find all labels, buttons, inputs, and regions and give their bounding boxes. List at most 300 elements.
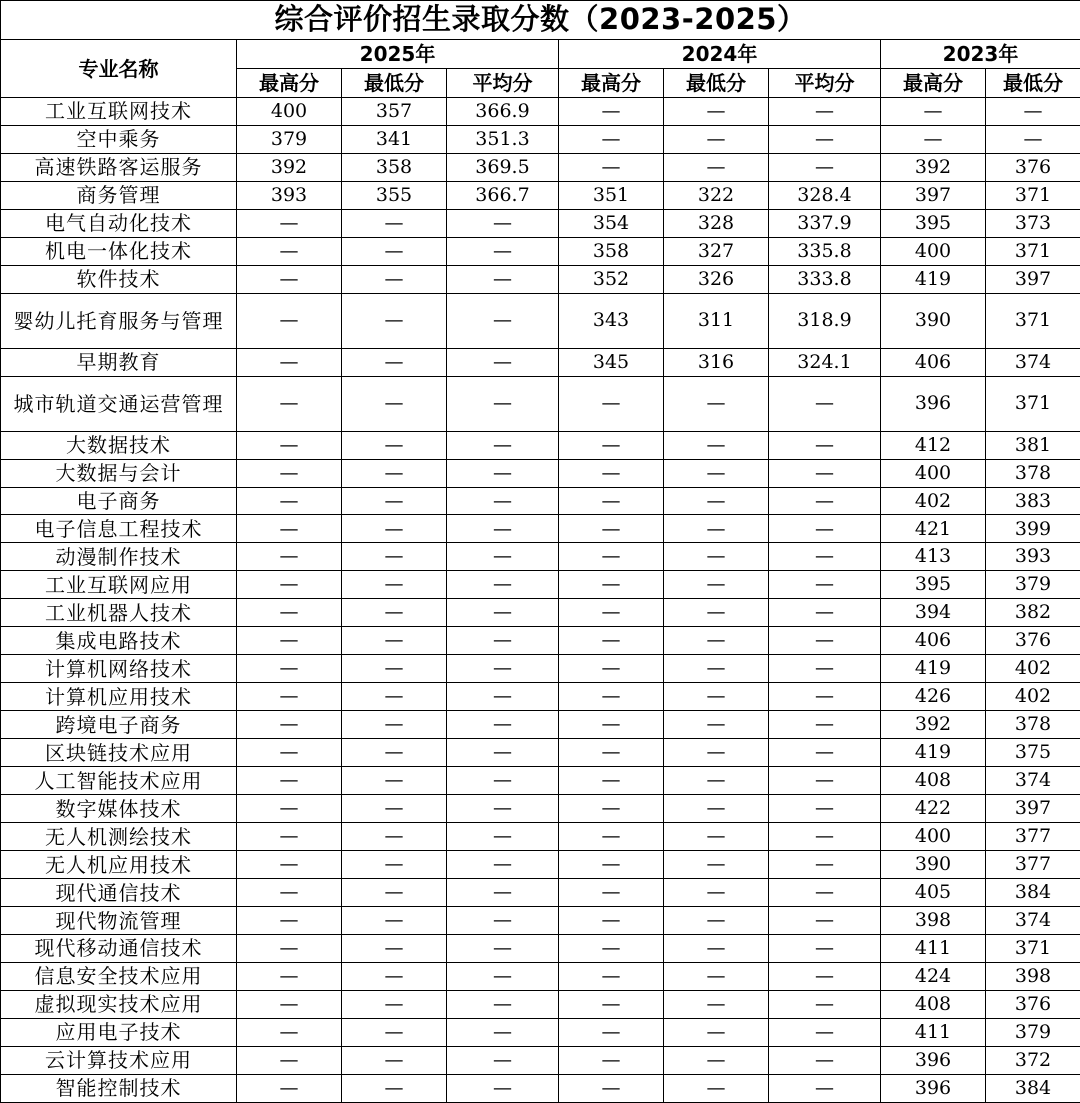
score-cell: — <box>342 431 447 459</box>
score-cell: 382 <box>986 599 1080 627</box>
score-cell: 374 <box>986 348 1080 376</box>
table-row <box>1 431 1080 459</box>
score-cell: — <box>559 907 664 935</box>
score-cell: — <box>342 795 447 823</box>
score-cell: — <box>664 543 769 571</box>
major-name-cell: 人工智能技术应用 <box>1 767 237 795</box>
score-cell: 337.9 <box>769 209 881 237</box>
score-cell: — <box>237 209 342 237</box>
score-cell: — <box>664 515 769 543</box>
score-cell: — <box>447 627 559 655</box>
score-cell: 372 <box>986 1046 1080 1074</box>
score-cell: — <box>237 515 342 543</box>
score-cell: 419 <box>881 655 986 683</box>
header-year-2023: 2023年 <box>881 40 1080 69</box>
score-cell: — <box>559 767 664 795</box>
score-cell: — <box>769 907 881 935</box>
score-cell: — <box>447 795 559 823</box>
table-row <box>1 209 1080 237</box>
score-cell: 379 <box>986 1018 1080 1046</box>
score-cell: — <box>769 990 881 1018</box>
score-cell: 366.9 <box>447 98 559 126</box>
score-cell: — <box>559 543 664 571</box>
score-cell: 400 <box>237 98 342 126</box>
score-cell: — <box>342 571 447 599</box>
major-name-cell: 动漫制作技术 <box>1 543 237 571</box>
table-row <box>1 153 1080 181</box>
score-cell: — <box>447 907 559 935</box>
score-cell: — <box>664 990 769 1018</box>
score-cell: — <box>342 543 447 571</box>
score-cell: 345 <box>559 348 664 376</box>
score-cell: — <box>342 1074 447 1102</box>
header-2024-min: 最低分 <box>664 69 769 98</box>
score-cell: — <box>769 543 881 571</box>
score-cell: 316 <box>664 348 769 376</box>
score-cell: — <box>237 935 342 963</box>
score-cell: — <box>664 431 769 459</box>
score-cell: — <box>237 851 342 879</box>
score-cell: 405 <box>881 879 986 907</box>
score-cell: — <box>447 515 559 543</box>
score-cell: — <box>664 1074 769 1102</box>
score-cell: — <box>769 571 881 599</box>
score-cell: — <box>559 125 664 153</box>
score-cell: 390 <box>881 851 986 879</box>
score-cell: — <box>559 962 664 990</box>
score-cell: 395 <box>881 209 986 237</box>
score-cell: — <box>237 795 342 823</box>
score-cell: — <box>447 571 559 599</box>
score-cell: — <box>342 487 447 515</box>
score-cell: — <box>342 376 447 431</box>
score-cell: — <box>559 739 664 767</box>
table-row <box>1 627 1080 655</box>
score-cell: 377 <box>986 851 1080 879</box>
score-cell: 373 <box>986 209 1080 237</box>
score-cell: 422 <box>881 795 986 823</box>
score-cell: — <box>769 431 881 459</box>
score-cell: 371 <box>986 935 1080 963</box>
table-row <box>1 348 1080 376</box>
table-row <box>1 487 1080 515</box>
major-name-cell: 电子商务 <box>1 487 237 515</box>
score-cell: — <box>769 851 881 879</box>
score-cell: — <box>559 935 664 963</box>
score-cell: — <box>237 1074 342 1102</box>
score-cell: — <box>237 990 342 1018</box>
score-cell: — <box>769 459 881 487</box>
score-cell: 351.3 <box>447 125 559 153</box>
score-cell: — <box>447 431 559 459</box>
score-cell: 390 <box>881 293 986 348</box>
score-cell: — <box>769 627 881 655</box>
score-cell: — <box>559 515 664 543</box>
score-cell: — <box>447 879 559 907</box>
score-cell: — <box>664 487 769 515</box>
score-cell: — <box>769 935 881 963</box>
major-name-cell: 机电一体化技术 <box>1 237 237 265</box>
table-row <box>1 543 1080 571</box>
score-cell: — <box>447 851 559 879</box>
score-cell: 400 <box>881 237 986 265</box>
score-cell: — <box>237 907 342 935</box>
score-cell: — <box>559 627 664 655</box>
score-cell: — <box>342 627 447 655</box>
table-title: 综合评价招生录取分数（2023-2025） <box>1 1 1080 40</box>
score-cell: — <box>559 459 664 487</box>
score-cell: 394 <box>881 599 986 627</box>
score-cell: — <box>559 599 664 627</box>
score-cell: — <box>986 98 1080 126</box>
score-cell: — <box>769 1074 881 1102</box>
score-cell: — <box>769 823 881 851</box>
major-name-cell: 集成电路技术 <box>1 627 237 655</box>
score-cell: 396 <box>881 1046 986 1074</box>
score-cell: 397 <box>986 795 1080 823</box>
table-row <box>1 767 1080 795</box>
score-cell: 335.8 <box>769 237 881 265</box>
score-cell: 371 <box>986 237 1080 265</box>
score-cell: — <box>447 209 559 237</box>
table-row <box>1 1018 1080 1046</box>
score-cell: — <box>237 599 342 627</box>
score-cell: — <box>342 1018 447 1046</box>
score-cell: — <box>447 1018 559 1046</box>
score-cell: — <box>237 265 342 293</box>
score-cell: — <box>559 879 664 907</box>
header-2024-avg: 平均分 <box>769 69 881 98</box>
table-row <box>1 907 1080 935</box>
score-cell: — <box>447 655 559 683</box>
score-cell: — <box>342 209 447 237</box>
table-row <box>1 739 1080 767</box>
major-name-cell: 云计算技术应用 <box>1 1046 237 1074</box>
table-row <box>1 1046 1080 1074</box>
score-cell: — <box>769 1018 881 1046</box>
table-row <box>1 823 1080 851</box>
score-cell: — <box>664 655 769 683</box>
score-cell: 343 <box>559 293 664 348</box>
major-name-cell: 现代通信技术 <box>1 879 237 907</box>
score-cell: 406 <box>881 348 986 376</box>
score-cell: — <box>447 935 559 963</box>
score-cell: — <box>664 1018 769 1046</box>
score-cell: 392 <box>237 153 342 181</box>
score-cell: 377 <box>986 823 1080 851</box>
score-cell: — <box>342 935 447 963</box>
score-cell: — <box>237 459 342 487</box>
score-cell: — <box>342 293 447 348</box>
score-cell: — <box>664 1046 769 1074</box>
major-name-cell: 电气自动化技术 <box>1 209 237 237</box>
score-cell: 374 <box>986 767 1080 795</box>
score-cell: 328.4 <box>769 181 881 209</box>
score-cell: — <box>447 376 559 431</box>
score-cell: — <box>559 98 664 126</box>
score-cell: 411 <box>881 1018 986 1046</box>
score-cell: 371 <box>986 376 1080 431</box>
score-cell: 402 <box>986 655 1080 683</box>
major-name-cell: 婴幼儿托育服务与管理 <box>1 293 237 348</box>
score-cell: — <box>769 487 881 515</box>
score-cell: — <box>447 293 559 348</box>
score-cell: — <box>769 599 881 627</box>
score-cell: 374 <box>986 907 1080 935</box>
score-cell: 402 <box>986 683 1080 711</box>
score-cell: — <box>769 1046 881 1074</box>
score-cell: — <box>664 711 769 739</box>
score-cell: — <box>664 879 769 907</box>
table-body <box>1 98 1080 1103</box>
major-name-cell: 工业互联网技术 <box>1 98 237 126</box>
score-cell: — <box>559 153 664 181</box>
score-cell: — <box>559 431 664 459</box>
score-cell: 419 <box>881 265 986 293</box>
score-cell: — <box>769 153 881 181</box>
score-cell: 378 <box>986 459 1080 487</box>
score-cell: — <box>769 655 881 683</box>
score-cell: — <box>881 125 986 153</box>
header-year-2024: 2024年 <box>559 40 881 69</box>
score-cell: — <box>664 962 769 990</box>
header-2023-min: 最低分 <box>986 69 1080 98</box>
score-cell: — <box>559 1018 664 1046</box>
table-row <box>1 237 1080 265</box>
score-cell: — <box>664 571 769 599</box>
score-cell: — <box>237 683 342 711</box>
score-cell: 355 <box>342 181 447 209</box>
score-cell: — <box>237 431 342 459</box>
score-cell: 357 <box>342 98 447 126</box>
score-cell: — <box>447 459 559 487</box>
major-name-cell: 数字媒体技术 <box>1 795 237 823</box>
score-cell: — <box>769 879 881 907</box>
score-cell: — <box>447 1074 559 1102</box>
score-cell: — <box>664 98 769 126</box>
score-cell: — <box>342 348 447 376</box>
score-cell: — <box>664 376 769 431</box>
table-row <box>1 459 1080 487</box>
major-name-cell: 工业互联网应用 <box>1 571 237 599</box>
score-cell: 341 <box>342 125 447 153</box>
score-cell: — <box>664 153 769 181</box>
table-row <box>1 879 1080 907</box>
score-cell: 371 <box>986 181 1080 209</box>
score-cell: — <box>342 962 447 990</box>
score-cell: — <box>664 851 769 879</box>
score-cell: — <box>447 962 559 990</box>
score-cell: — <box>342 907 447 935</box>
score-cell: — <box>447 543 559 571</box>
score-cell: 400 <box>881 823 986 851</box>
score-cell: 393 <box>237 181 342 209</box>
score-cell: — <box>342 265 447 293</box>
score-cell: — <box>769 962 881 990</box>
score-cell: — <box>342 879 447 907</box>
score-cell: — <box>237 376 342 431</box>
score-cell: — <box>559 823 664 851</box>
score-cell: — <box>664 125 769 153</box>
score-cell: 397 <box>986 265 1080 293</box>
table-row <box>1 376 1080 431</box>
score-cell: — <box>664 767 769 795</box>
score-cell: 413 <box>881 543 986 571</box>
score-cell: 371 <box>986 293 1080 348</box>
score-cell: — <box>559 376 664 431</box>
score-cell: 322 <box>664 181 769 209</box>
header-2025-min: 最低分 <box>342 69 447 98</box>
major-name-cell: 高速铁路客运服务 <box>1 153 237 181</box>
score-cell: — <box>342 237 447 265</box>
score-cell: 393 <box>986 543 1080 571</box>
score-cell: — <box>447 683 559 711</box>
score-cell: 402 <box>881 487 986 515</box>
score-cell: — <box>447 711 559 739</box>
score-cell: 376 <box>986 153 1080 181</box>
score-cell: — <box>664 627 769 655</box>
score-cell: 408 <box>881 990 986 1018</box>
score-cell: — <box>342 683 447 711</box>
score-cell: 399 <box>986 515 1080 543</box>
score-cell: 400 <box>881 459 986 487</box>
score-cell: — <box>986 125 1080 153</box>
score-cell: — <box>447 265 559 293</box>
score-cell: — <box>237 571 342 599</box>
score-cell: 408 <box>881 767 986 795</box>
score-cell: — <box>664 907 769 935</box>
score-cell: — <box>237 348 342 376</box>
score-cell: 375 <box>986 739 1080 767</box>
major-name-cell: 大数据技术 <box>1 431 237 459</box>
score-cell: — <box>664 739 769 767</box>
score-cell: — <box>237 487 342 515</box>
score-cell: 411 <box>881 935 986 963</box>
score-cell: 369.5 <box>447 153 559 181</box>
score-cell: — <box>559 990 664 1018</box>
score-cell: — <box>447 767 559 795</box>
score-cell: 424 <box>881 962 986 990</box>
score-cell: — <box>664 795 769 823</box>
score-cell: 396 <box>881 376 986 431</box>
score-cell: 392 <box>881 711 986 739</box>
major-name-cell: 工业机器人技术 <box>1 599 237 627</box>
score-cell: 395 <box>881 571 986 599</box>
score-cell: — <box>237 711 342 739</box>
score-cell: 398 <box>881 907 986 935</box>
score-cell: — <box>237 879 342 907</box>
score-cell: 412 <box>881 431 986 459</box>
score-cell: 378 <box>986 711 1080 739</box>
table-row <box>1 711 1080 739</box>
score-cell: — <box>237 1018 342 1046</box>
major-name-cell: 软件技术 <box>1 265 237 293</box>
major-name-cell: 应用电子技术 <box>1 1018 237 1046</box>
score-cell: — <box>447 990 559 1018</box>
major-name-cell: 大数据与会计 <box>1 459 237 487</box>
score-cell: 406 <box>881 627 986 655</box>
score-cell: — <box>237 627 342 655</box>
header-major: 专业名称 <box>1 40 237 98</box>
major-name-cell: 信息安全技术应用 <box>1 962 237 990</box>
score-cell: — <box>559 795 664 823</box>
score-cell: 324.1 <box>769 348 881 376</box>
major-name-cell: 无人机测绘技术 <box>1 823 237 851</box>
table-row <box>1 935 1080 963</box>
score-cell: — <box>769 711 881 739</box>
header-2025-max: 最高分 <box>237 69 342 98</box>
score-cell: 327 <box>664 237 769 265</box>
major-name-cell: 商务管理 <box>1 181 237 209</box>
score-cell: 311 <box>664 293 769 348</box>
score-cell: 379 <box>237 125 342 153</box>
table-row <box>1 795 1080 823</box>
score-cell: — <box>559 1074 664 1102</box>
score-cell: 333.8 <box>769 265 881 293</box>
score-cell: 351 <box>559 181 664 209</box>
table-row <box>1 599 1080 627</box>
score-cell: — <box>447 1046 559 1074</box>
score-cell: — <box>342 990 447 1018</box>
table-row <box>1 683 1080 711</box>
score-cell: — <box>559 487 664 515</box>
score-cell: — <box>769 795 881 823</box>
table-row <box>1 655 1080 683</box>
score-cell: — <box>559 683 664 711</box>
score-cell: 376 <box>986 627 1080 655</box>
score-cell: — <box>769 739 881 767</box>
header-year-2025: 2025年 <box>237 40 559 69</box>
major-name-cell: 电子信息工程技术 <box>1 515 237 543</box>
table-row <box>1 293 1080 348</box>
score-cell: — <box>447 599 559 627</box>
score-cell: — <box>237 655 342 683</box>
score-cell: — <box>237 962 342 990</box>
score-cell: — <box>447 823 559 851</box>
score-cell: — <box>769 125 881 153</box>
score-cell: — <box>342 739 447 767</box>
score-cell: — <box>342 823 447 851</box>
table-row <box>1 181 1080 209</box>
major-name-cell: 区块链技术应用 <box>1 739 237 767</box>
score-cell: 326 <box>664 265 769 293</box>
score-cell: 398 <box>986 962 1080 990</box>
table-row <box>1 515 1080 543</box>
score-cell: 419 <box>881 739 986 767</box>
score-cell: — <box>769 515 881 543</box>
score-cell: — <box>342 459 447 487</box>
score-cell: 358 <box>342 153 447 181</box>
score-cell: — <box>559 655 664 683</box>
score-cell: — <box>769 98 881 126</box>
score-cell: — <box>237 543 342 571</box>
score-cell: 426 <box>881 683 986 711</box>
score-cell: — <box>237 293 342 348</box>
table-row <box>1 125 1080 153</box>
score-cell: 379 <box>986 571 1080 599</box>
header-2024-max: 最高分 <box>559 69 664 98</box>
score-cell: 384 <box>986 1074 1080 1102</box>
score-cell: 396 <box>881 1074 986 1102</box>
score-cell: — <box>664 823 769 851</box>
score-cell: — <box>237 823 342 851</box>
score-cell: 318.9 <box>769 293 881 348</box>
table-row <box>1 265 1080 293</box>
score-cell: 384 <box>986 879 1080 907</box>
table-row <box>1 851 1080 879</box>
table-row <box>1 98 1080 126</box>
score-cell: — <box>447 487 559 515</box>
